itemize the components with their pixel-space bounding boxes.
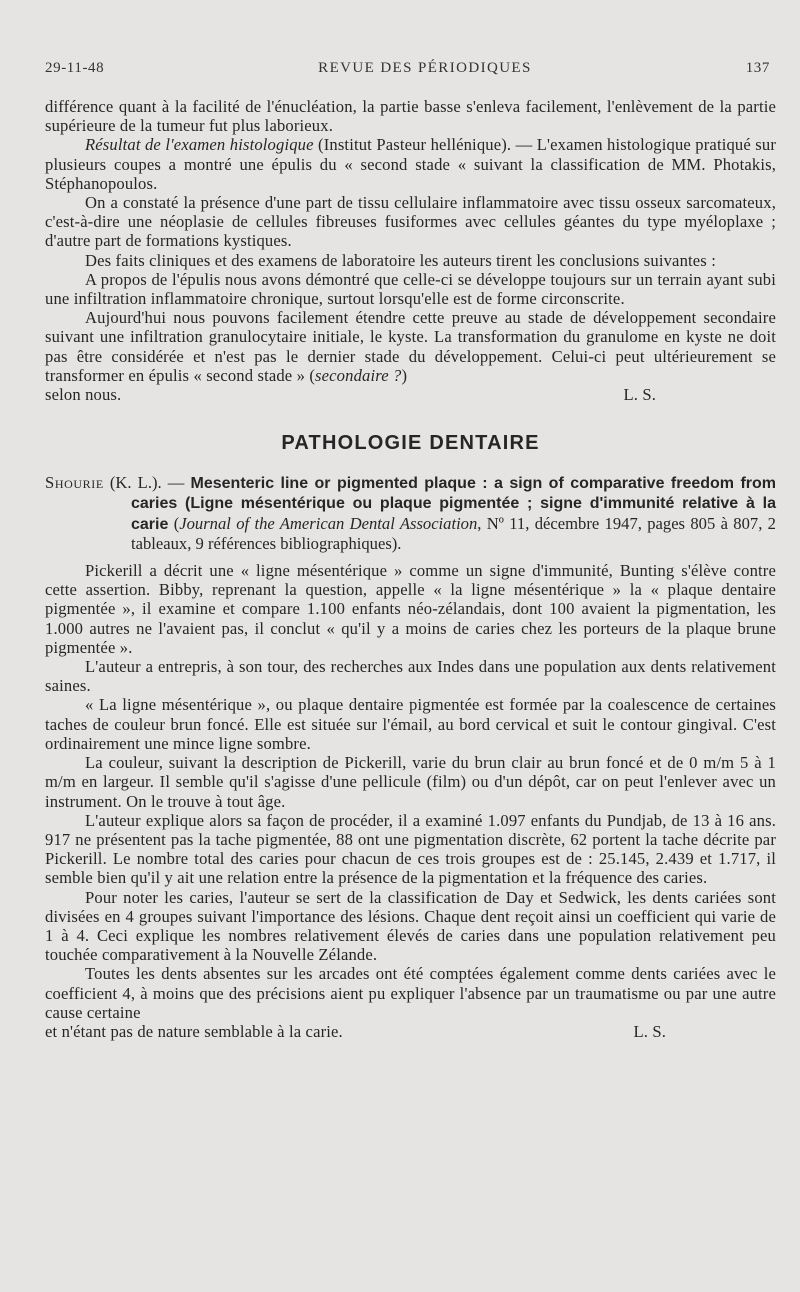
- paragraph: A propos de l'épulis nous avons démontré que celle-ci se développe toujours sur un terrain ayant subi une infiltration inflammatoire chronique, surtout lorsqu'elle est de forme circonscrite.: [45, 269, 776, 309]
- page-number: 137: [745, 60, 770, 76]
- paragraph-end: selon nous. L. S.: [45, 385, 776, 404]
- reference-author: Shourie: [45, 473, 104, 493]
- paragraph: Pickerill a décrit une « ligne mésentérique » comme un signe d'immunité, Bunting s'élève contre cette assertion. Bibby, reprenant la question, appelle « la ligne mésentérique » la « plaque dentaire pigmentée », il examine et compare 1.100 enfants néo-zélandais, dont 100 avaient la pigmentation, les 1.000 autres ne l'avaient pas, il conclut « qu'il y a moins de caries chez les porteurs de la plaque brune pigmentée ».: [45, 561, 776, 657]
- running-header: [45, 60, 776, 77]
- previous-article-continuation: [45, 97, 776, 404]
- issue-date: 29-11-48: [45, 60, 105, 76]
- histology-heading: Résultat de l'examen histologique: [85, 135, 314, 155]
- paragraph: Résultat de l'examen histologique (Institut Pasteur hellénique). — L'examen histologique pratiqué sur plusieurs coupes a montré une épulis du « second stade « suivant la classification de MM. Photakis, Stéphanopoulos.: [45, 135, 776, 193]
- author-signature: L. S.: [623, 385, 656, 405]
- bibliographic-reference: Shourie (K. L.). — Mesenteric line or pigmented plaque : a sign of comparative freedom from caries (Ligne mésentérique ou plaque pigmentée ; signe d'immunité relative à la carie (Journal of the American Dental Association, Nº 11, décembre 1947, pages 805 à 807, 2 tableaux, 9 références bibliographiques).: [45, 473, 777, 553]
- paragraph: Toutes les dents absentes sur les arcades ont été comptées également comme dents cariées avec le coefficient 4, à moins que des précisions aient pu expliquer l'absence par un traumatisme ou par une autre cause certaine: [45, 964, 776, 1022]
- paragraph-end: et n'étant pas de nature semblable à la carie. L. S.: [45, 1022, 776, 1041]
- author-signature: L. S.: [633, 1021, 666, 1041]
- reference-journal: Journal of the American Dental Association: [179, 513, 478, 533]
- paragraph: Aujourd'hui nous pouvons facilement étendre cette preuve au stade de développement secondaire suivant une infiltration granulocytaire initiale, le kyste. La transformation du granulome en kyste ne doit pas être considérée et n'est pas le dernier stade du développement. Celui-ci peut ultérieurement se transformer en épulis « second stade » (secondaire ?): [45, 308, 776, 385]
- section-title: PATHOLOGIE DENTAIRE: [281, 432, 540, 455]
- paragraph: L'auteur explique alors sa façon de procéder, il a examiné 1.097 enfants du Pundjab, de 13 à 16 ans. 917 ne présentent pas la tache pigmentée, 88 ont une pigmentation discrète, 62 portent la tache décrite par Pickerill. Le nombre total des caries pour chacun de ces trois groupes est de : 25.145, 2.439 et 1.717, il semble bien qu'il y ait une relation entre la présence de la pigmentation et la fréquence des caries.: [45, 810, 776, 888]
- paragraph: « La ligne mésentérique », ou plaque dentaire pigmentée est formée par la coalescence de certaines taches de couleur brun foncé. Elle est située sur l'émail, au bord cervical et suit le contour gingival. C'est ordinairement une mince ligne sombre.: [45, 695, 776, 753]
- paragraph: Pour noter les caries, l'auteur se sert de la classification de Day et Sedwick, les dents cariées sont divisées en 4 groupes suivant l'importance des lésions. Chaque dent reçoit ainsi un coefficient qui varie de 1 à 4. Ceci explique les nombres relativement élevés de caries dans une population relativement peu touchée comparativement à la Nouvelle Zélande.: [45, 887, 776, 965]
- journal-title: REVUE DES PÉRIODIQUES: [318, 60, 532, 76]
- paragraph: Des faits cliniques et des examens de laboratoire les auteurs tirent les conclusions suivantes :: [85, 250, 716, 270]
- paragraph: On a constaté la présence d'une part de tissu cellulaire inflammatoire avec tissu osseux sarcomateux, c'est-à-dire une néoplasie de cellules fibreuses fusiformes avec cellules géantes du type myéloplaxe ; d'autre part de formations kystiques.: [45, 193, 776, 251]
- paragraph: L'auteur a entrepris, à son tour, des recherches aux Indes dans une population aux dents relativement saines.: [45, 657, 776, 696]
- article: [45, 473, 776, 1041]
- paragraph: La couleur, suivant la description de Pickerill, varie du brun clair au brun foncé et de 0 m/m 5 à 1 m/m en largeur. Il semble qu'il s'agisse d'une pellicule (film) ou d'un dépôt, car on peut l'enlever avec un instrument. On le trouve à tout âge.: [45, 753, 776, 811]
- paragraph: différence quant à la facilité de l'énucléation, la partie basse s'enleva facilement, l'enlèvement de la partie supérieure de la tumeur fut plus laborieux.: [45, 97, 776, 136]
- reference-title: Mesenteric line or pigmented plaque : a sign of comparative freedom from caries (Ligne mésentérique ou plaque pigmentée ; signe d'immunité relative à la carie: [131, 475, 777, 533]
